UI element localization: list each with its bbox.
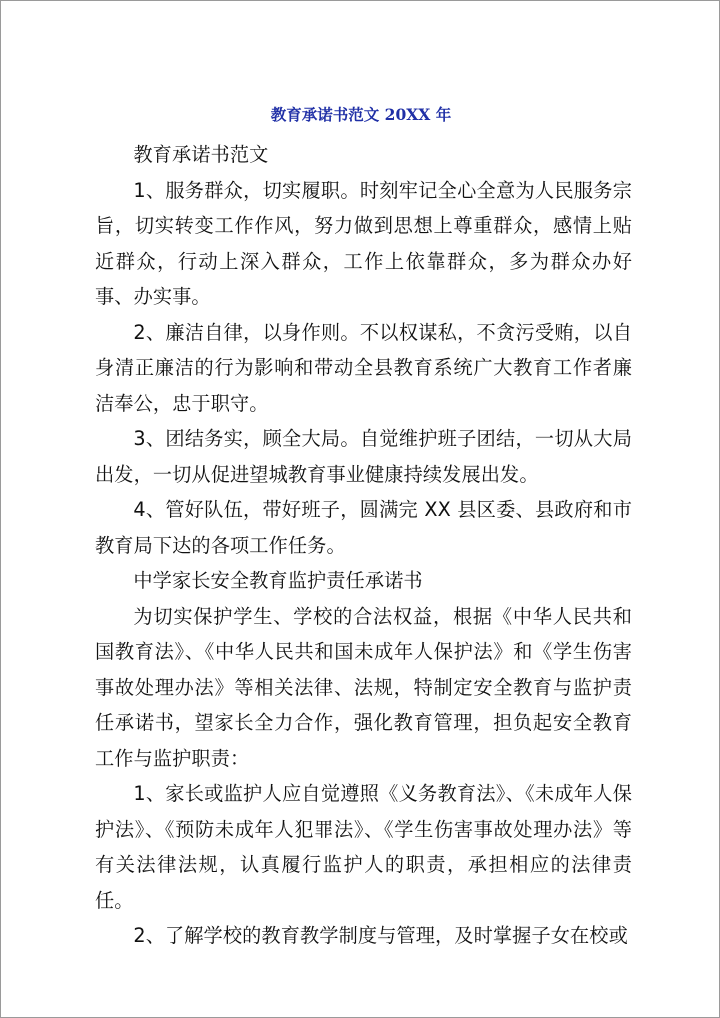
subtitle-paragraph: 教育承诺书范文 xyxy=(133,143,269,166)
paragraph: 4、管好队伍，带好班子，圆满完 XX 县区委、县政府和市教育局下达的各项工作任务。 xyxy=(95,498,632,557)
paragraph: 1、服务群众，切实履职。时刻牢记全心全意为人民服务宗旨，切实转变工作作风，努力做到思想上尊重群众，感情上贴近群众，行动上深入群众，工作上依靠群众，多为群众办好事、办实事。 xyxy=(95,178,632,308)
paragraph: 2、了解学校的教育教学制度与管理，及时掌握子女在校或 xyxy=(133,924,628,947)
document-title: 教育承诺书范文 20XX 年 xyxy=(270,105,452,124)
section-heading: 中学家长安全教育监护责任承诺书 xyxy=(133,569,423,592)
paragraph: 3、团结务实，顾全大局。自觉维护班子团结，一切从大局出发，一切从促进望城教育事业健康持续发展出发。 xyxy=(95,427,632,486)
document-body xyxy=(95,137,632,954)
paragraph: 为切实保护学生、学校的合法权益，根据《中华人民共和国教育法》、《中华人民共和国未成年人保护法》和《学生伤害事故处理办法》等相关法律、法规，特制定安全教育与监护责任承诺书，望家长全力合作，强化教育管理，担负起安全教育工作与监护职责： xyxy=(95,604,632,770)
paragraph: 1、家长或监护人应自觉遵照《义务教育法》、《未成年人保护法》、《预防未成年人犯罪法》、《学生伤害事故处理办法》等有关法律法规，认真履行监护人的职责，承担相应的法律责任。 xyxy=(95,782,632,912)
paragraph: 2、廉洁自律，以身作则。不以权谋私，不贪污受贿，以自身清正廉洁的行为影响和带动全县教育系统广大教育工作者廉洁奉公，忠于职守。 xyxy=(95,320,632,415)
